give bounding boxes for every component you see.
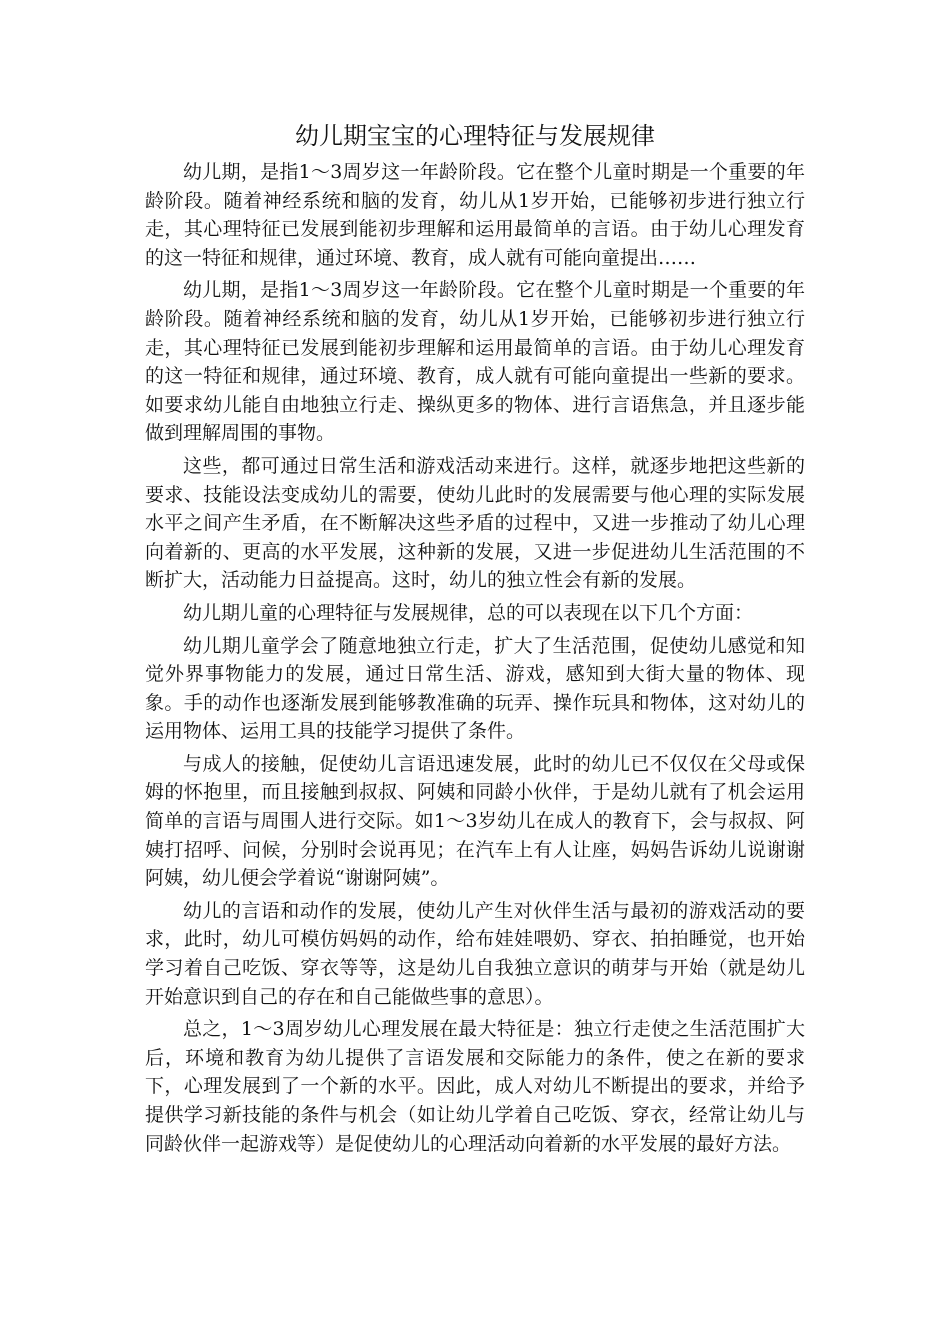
paragraph: 这些，都可通过日常生活和游戏活动来进行。这样，就逐步地把这些新的要求、技能设法变成幼儿的需要，使幼儿此时的发展需要与他心理的实际发展水平之间产生矛盾，在不断解决这些矛盾的过程中，又进一步推动了幼儿心理向着新的、更高的水平发展，这种新的发展，又进一步促进幼儿生活范围的不断扩大，活动能力日益提高。这时，幼儿的独立性会有新的发展。 [145,454,805,592]
paragraph: 幼儿的言语和动作的发展，使幼儿产生对伙伴生活与最初的游戏活动的要求，此时，幼儿可模仿妈妈的动作，给布娃娃喂奶、穿衣、拍拍睡觉，也开始学习着自己吃饭、穿衣等等，这是幼儿自我独立意识的萌芽与开始（就是幼儿开始意识到自己的存在和自己能做些事的意思）。 [145,899,805,1008]
paragraph: 幼儿期，是指1～3周岁这一年龄阶段。它在整个儿童时期是一个重要的年龄阶段。随着神经系统和脑的发育，幼儿从1岁开始，已能够初步进行独立行走，其心理特征已发展到能初步理解和运用最简单的言语。由于幼儿心理发育的这一特征和规律，通过环境、教育，成人就有可能向童提出一些新的要求。如要求幼儿能自由地独立行走、操纵更多的物体、进行言语焦急，并且逐步能做到理解周围的事物。 [145,279,805,445]
document-body [145,158,805,1162]
document-title: 幼儿期宝宝的心理特征与发展规律 [295,122,655,150]
paragraph: 幼儿期，是指1～3周岁这一年龄阶段。它在整个儿童时期是一个重要的年龄阶段。随着神经系统和脑的发育，幼儿从1岁开始，已能够初步进行独立行走，其心理特征已发展到能初步理解和运用最简单的言语。由于幼儿心理发育的这一特征和规律，通过环境、教育，成人就有可能向童提出…… [145,161,805,269]
paragraph: 幼儿期儿童的心理特征与发展规律，总的可以表现在以下几个方面： [183,601,754,624]
paragraph: 总之，1～3周岁幼儿心理发展在最大特征是：独立行走使之生活范围扩大后，环境和教育为幼儿提供了言语发展和交际能力的条件，使之在新的要求下，心理发展到了一个新的水平。因此，成人对幼儿不断提出的要求，并给予提供学习新技能的条件与机会（如让幼儿学着自己吃饭、穿衣，经常让幼儿与同龄伙伴一起游戏等）是促使幼儿的心理活动向着新的水平发展的最好方法。 [145,1018,805,1155]
paragraph: 与成人的接触，促使幼儿言语迅速发展，此时的幼儿已不仅仅在父母或保姆的怀抱里，而且接触到叔叔、阿姨和同龄小伙伴，于是幼儿就有了机会运用简单的言语与周围人进行交际。如1～3岁幼儿在成人的教育下，会与叔叔、阿姨打招呼、问候，分别时会说再见；在汽车上有人让座，妈妈告诉幼儿说谢谢阿姨，幼儿便会学着说“谢谢阿姨”。 [145,752,805,890]
paragraph: 幼儿期儿童学会了随意地独立行走，扩大了生活范围，促使幼儿感觉和知觉外界事物能力的发展，通过日常生活、游戏，感知到大街大量的物体、现象。手的动作也逐渐发展到能够教准确的玩弄、操作玩具和物体，这对幼儿的运用物体、运用工具的技能学习提供了条件。 [145,634,805,743]
